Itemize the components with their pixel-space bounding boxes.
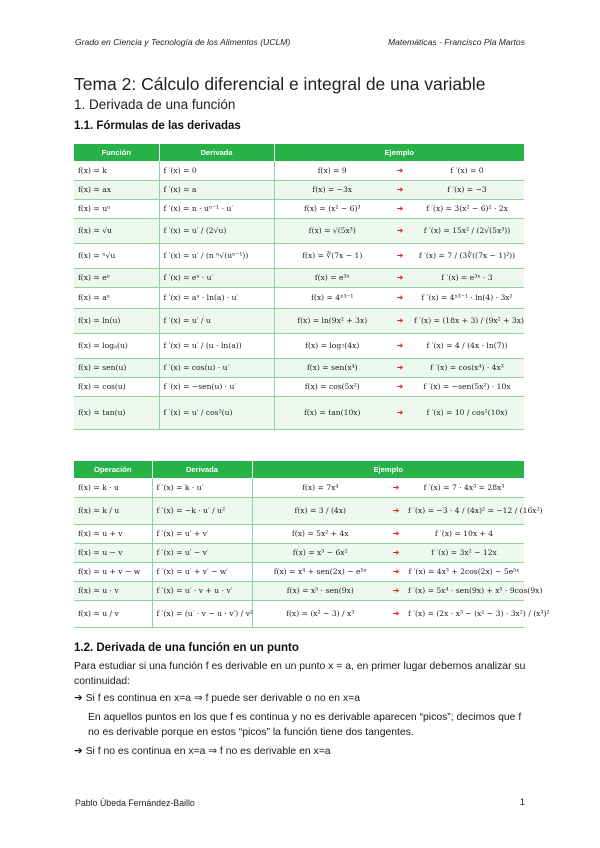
function-cell: f(x) = ax xyxy=(74,180,159,199)
table-row xyxy=(74,287,524,308)
function-cell: f(x) = sen(u) xyxy=(74,358,159,377)
function-cell: f(x) = ln(u) xyxy=(74,308,159,333)
example-cell: f(x) = x⁴ + sen(2x) − e⁵ˣ xyxy=(252,562,388,581)
function-cell: f(x) = u − v xyxy=(74,543,152,562)
result-cell: f ′(x) = 5x⁴ · sen(9x) + x⁵ · 9cos(9x) xyxy=(404,581,524,600)
result-cell: f ′(x) = 3(x² − 6)² · 2x xyxy=(410,199,524,218)
derivative-cell: f ′(x) = n · uⁿ⁻¹ · u′ xyxy=(159,199,274,218)
example-cell: f(x) = 7x⁴ xyxy=(252,478,388,497)
result-cell: f ′(x) = (2x · x³ − (x² − 3) · 3x²) / (x³)² xyxy=(404,600,524,627)
function-cell: f(x) = u · v xyxy=(74,581,152,600)
table-row xyxy=(74,180,524,199)
derivative-cell: f ′(x) = 0 xyxy=(159,161,274,180)
header-funcion: Función xyxy=(74,144,159,161)
derivative-cell: f ′(x) = eᵘ · u′ xyxy=(159,268,274,287)
header-derivada: Derivada xyxy=(159,144,274,161)
result-cell: f ′(x) = 10 / cos²(10x) xyxy=(410,396,524,429)
example-cell: f(x) = (x² − 3) / x³ xyxy=(252,600,388,627)
result-cell: f ′(x) = 3x² − 12x xyxy=(404,543,524,562)
arrow-icon: ➜ xyxy=(388,478,404,497)
derivative-cell: f ′(x) = k · u′ xyxy=(152,478,252,497)
arrow-icon: ➜ xyxy=(388,600,404,627)
example-cell: f(x) = (x² − 6)³ xyxy=(274,199,390,218)
example-cell: f(x) = cos(5x²) xyxy=(274,377,390,396)
example-cell: f(x) = ∛(7x − 1) xyxy=(274,243,390,268)
table-row xyxy=(74,600,524,627)
function-cell: f(x) = uⁿ xyxy=(74,199,159,218)
function-cell: f(x) = tan(u) xyxy=(74,396,159,429)
result-cell: f ′(x) = 7 / (3∛((7x − 1)²)) xyxy=(410,243,524,268)
arrow-icon: ➜ xyxy=(390,377,410,396)
table-header-row xyxy=(74,144,524,161)
example-cell: f(x) = x³ − 6x² xyxy=(252,543,388,562)
example-cell: f(x) = 3 / (4x) xyxy=(252,497,388,524)
function-cell: f(x) = cos(u) xyxy=(74,377,159,396)
arrow-icon: ➜ xyxy=(390,396,410,429)
table-row xyxy=(74,199,524,218)
section-heading: 1. Derivada de una función xyxy=(74,97,236,112)
bullet-not-continuous: ➔ Si f no es continua en x=a ⇒ f no es derivable en x=a xyxy=(74,746,331,757)
example-cell: f(x) = √(5x³) xyxy=(274,218,390,243)
header-derivada: Derivada xyxy=(152,461,252,478)
subsection-heading-point: 1.2. Derivada de una función en un punto xyxy=(74,642,299,654)
derivative-cell: f ′(x) = u′ / cos²(u) xyxy=(159,396,274,429)
arrow-icon: ➜ xyxy=(388,524,404,543)
header-course: Grado en Ciencia y Tecnología de los Alimentos (UCLM) xyxy=(75,37,291,47)
example-cell: f(x) = tan(10x) xyxy=(274,396,390,429)
derivatives-table xyxy=(74,144,524,430)
derivative-cell: f ′(x) = u′ / (u · ln(a)) xyxy=(159,333,274,358)
arrow-icon: ➜ xyxy=(390,218,410,243)
function-cell: f(x) = k / u xyxy=(74,497,152,524)
derivative-cell: f ′(x) = u′ / u xyxy=(159,308,274,333)
arrow-icon: ➜ xyxy=(390,268,410,287)
result-cell: f ′(x) = 7 · 4x³ = 28x³ xyxy=(404,478,524,497)
operations-table xyxy=(74,461,550,628)
table-row xyxy=(74,377,524,396)
table-row xyxy=(74,543,524,562)
table-row xyxy=(74,268,524,287)
table-row xyxy=(74,333,524,358)
function-cell: f(x) = logₐ(u) xyxy=(74,333,159,358)
arrow-icon: ➜ xyxy=(390,308,410,333)
arrow-icon: ➜ xyxy=(390,358,410,377)
arrow-icon: ➜ xyxy=(388,497,404,524)
table-row xyxy=(74,358,524,377)
table-row xyxy=(74,478,524,497)
result-cell: f ′(x) = cos(x⁴) · 4x³ xyxy=(410,358,524,377)
derivative-cell: f ′(x) = u′ + v′ − w′ xyxy=(152,562,252,581)
example-cell: f(x) = 5x² + 4x xyxy=(252,524,388,543)
derivative-cell: f ′(x) = cos(u) · u′ xyxy=(159,358,274,377)
arrow-icon: ➜ xyxy=(390,161,410,180)
result-cell: f ′(x) = 4x³ + 2cos(2x) − 5e⁵ˣ xyxy=(404,562,524,581)
function-cell: f(x) = k · u xyxy=(74,478,152,497)
example-cell: f(x) = x⁵ · sen(9x) xyxy=(252,581,388,600)
result-cell: f ′(x) = 0 xyxy=(410,161,524,180)
derivative-cell: f ′(x) = (u′ · v − u · v′) / v² xyxy=(152,600,252,627)
header-subject: Matemáticas - Francisco Pla Martos xyxy=(387,37,525,47)
function-cell: f(x) = √u xyxy=(74,218,159,243)
example-cell: f(x) = log₇(4x) xyxy=(274,333,390,358)
function-cell: f(x) = ⁿ√u xyxy=(74,243,159,268)
example-cell: f(x) = 4ˣ³⁻¹ xyxy=(274,287,390,308)
table-row xyxy=(74,243,524,268)
table-row xyxy=(74,308,524,333)
arrow-icon: ➜ xyxy=(388,543,404,562)
table-row xyxy=(74,161,524,180)
result-cell: f ′(x) = −3 xyxy=(410,180,524,199)
header-ejemplo: Ejemplo xyxy=(252,461,524,478)
derivative-cell: f ′(x) = u′ / (n ⁿ√(uⁿ⁻¹)) xyxy=(159,243,274,268)
function-cell: f(x) = u / v xyxy=(74,600,152,627)
table-row xyxy=(74,218,524,243)
paragraph-intro: Para estudiar si una función f es derivable en un punto x = a, en primer lugar debemos analizar su continuidad: xyxy=(74,661,526,687)
function-cell: f(x) = u + v xyxy=(74,524,152,543)
derivative-cell: f ′(x) = −k · u′ / u² xyxy=(152,497,252,524)
function-cell: f(x) = eᵘ xyxy=(74,268,159,287)
table-row xyxy=(74,497,524,524)
result-cell: f ′(x) = −sen(5x²) · 10x xyxy=(410,377,524,396)
arrow-icon: ➜ xyxy=(390,287,410,308)
arrow-icon: ➜ xyxy=(390,199,410,218)
table-row xyxy=(74,562,524,581)
derivative-cell: f ′(x) = u′ − v′ xyxy=(152,543,252,562)
function-cell: f(x) = k xyxy=(74,161,159,180)
derivative-cell: f ′(x) = u′ + v′ xyxy=(152,524,252,543)
derivative-cell: f ′(x) = u′ · v + u · v′ xyxy=(152,581,252,600)
bullet-continuous: ➔ Si f es continua en x=a ⇒ f puede ser derivable o no en x=a xyxy=(74,693,361,704)
page-title: Tema 2: Cálculo diferencial e integral de una variable xyxy=(74,74,486,94)
example-cell: f(x) = ln(9x² + 3x) xyxy=(274,308,390,333)
arrow-icon: ➜ xyxy=(388,581,404,600)
header-ejemplo: Ejemplo xyxy=(274,144,524,161)
table-header-row xyxy=(74,461,524,478)
result-cell: f ′(x) = e³ˣ · 3 xyxy=(410,268,524,287)
derivative-cell: f ′(x) = a xyxy=(159,180,274,199)
arrow-icon: ➜ xyxy=(390,180,410,199)
derivative-cell: f ′(x) = −sen(u) · u′ xyxy=(159,377,274,396)
arrow-icon: ➜ xyxy=(388,562,404,581)
result-cell: f ′(x) = 4ˣ³⁻¹ · ln(4) · 3x² xyxy=(410,287,524,308)
subsection-heading-formulas: 1.1. Fórmulas de las derivadas xyxy=(74,120,241,132)
example-cell: f(x) = 9 xyxy=(274,161,390,180)
footer-author: Pablo Úbeda Fernández-Baillo xyxy=(75,798,195,808)
arrow-icon: ➜ xyxy=(390,243,410,268)
paragraph-peaks: En aquellos puntos en los que f es continua y no es derivable aparecen “picos”; decimos que f no es derivable porque en estos “picos” la función tiene dos tangentes. xyxy=(88,712,522,738)
result-cell: f ′(x) = (18x + 3) / (9x² + 3x) xyxy=(410,308,524,333)
table-row xyxy=(74,524,524,543)
result-cell: f ′(x) = −3 · 4 / (4x)² = −12 / (16x²) xyxy=(404,497,524,524)
function-cell: f(x) = aᵘ xyxy=(74,287,159,308)
table-row xyxy=(74,396,524,429)
derivative-cell: f ′(x) = aᵘ · ln(a) · u′ xyxy=(159,287,274,308)
example-cell: f(x) = e³ˣ xyxy=(274,268,390,287)
table-row xyxy=(74,581,524,600)
page-number: 1 xyxy=(519,797,525,808)
function-cell: f(x) = u + v − w xyxy=(74,562,152,581)
example-cell: f(x) = sen(x⁴) xyxy=(274,358,390,377)
result-cell: f ′(x) = 15x² / (2√(5x³)) xyxy=(410,218,524,243)
derivative-cell: f ′(x) = u′ / (2√u) xyxy=(159,218,274,243)
header-operacion: Operación xyxy=(74,461,152,478)
example-cell: f(x) = −3x xyxy=(274,180,390,199)
arrow-icon: ➜ xyxy=(390,333,410,358)
result-cell: f ′(x) = 4 / (4x · ln(7)) xyxy=(410,333,524,358)
result-cell: f ′(x) = 10x + 4 xyxy=(404,524,524,543)
